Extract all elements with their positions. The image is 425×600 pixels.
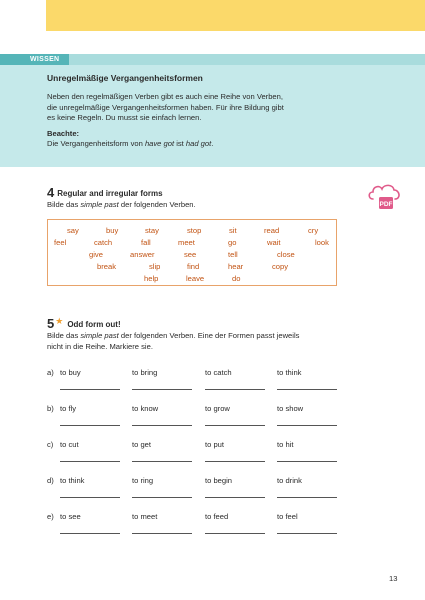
task-row-a [47, 368, 367, 398]
note-had-got: had got [185, 139, 212, 148]
answer-line[interactable] [205, 533, 265, 534]
row-letter: b) [47, 404, 54, 413]
answer-line[interactable] [277, 497, 337, 498]
answer-line[interactable] [205, 461, 265, 462]
exercise-5-title-text: Odd form out! [67, 320, 121, 329]
word-item: tell [228, 250, 238, 259]
wissen-title: Unregelmäßige Vergangenheitsformen [47, 73, 203, 83]
verb-option: to feed [205, 512, 229, 521]
word-item: read [264, 226, 280, 235]
answer-line[interactable] [60, 389, 120, 390]
answer-line[interactable] [60, 497, 120, 498]
note-mid: ist [174, 139, 186, 148]
word-item: fall [141, 238, 151, 247]
exercise-4-title [47, 185, 163, 200]
exercise-4-title-text: Regular and irregular forms [57, 189, 163, 198]
task-row-c [47, 440, 367, 470]
word-item: stay [145, 226, 159, 235]
answer-line[interactable] [60, 533, 120, 534]
wissen-line-3: es keine Regeln. Du musst sie einfach lernen. [47, 113, 202, 122]
note-pre: Die Vergangenheitsform von [47, 139, 145, 148]
word-item: wait [267, 238, 281, 247]
verb-option: to get [132, 440, 151, 449]
word-item: meet [178, 238, 195, 247]
note-have-got: have got [144, 139, 175, 148]
word-item: go [228, 238, 237, 247]
ex5-inst-em: simple past [80, 331, 119, 340]
note-title: Beachte: [47, 128, 80, 138]
word-item: see [184, 250, 197, 259]
page-number: 13 [389, 574, 398, 583]
wissen-info-box [0, 65, 425, 167]
word-item: break [97, 262, 116, 271]
header-color-band [46, 0, 425, 31]
ex4-inst-em: simple past [80, 200, 119, 209]
answer-line[interactable] [132, 497, 192, 498]
answer-line[interactable] [205, 497, 265, 498]
answer-line[interactable] [277, 461, 337, 462]
word-item: slip [149, 262, 161, 271]
word-item: hear [228, 262, 244, 271]
word-item: answer [130, 250, 155, 259]
verb-option: to think [277, 368, 302, 377]
verb-option: to meet [132, 512, 158, 521]
note-text [47, 139, 395, 150]
exercise-5-instruction [47, 331, 367, 352]
answer-line[interactable] [132, 425, 192, 426]
word-item: feel [54, 238, 67, 247]
verb-option: to see [60, 512, 81, 521]
task-row-b [47, 404, 367, 434]
exercise-5-title [47, 316, 121, 331]
row-letter: c) [47, 440, 54, 449]
verb-option: to grow [205, 404, 230, 413]
verb-option: to feel [277, 512, 298, 521]
word-item: look [315, 238, 329, 247]
word-item: help [144, 274, 159, 283]
task-row-e [47, 512, 367, 542]
exercise-4-instruction [47, 200, 367, 211]
row-letter: a) [47, 368, 54, 377]
verb-option: to drink [277, 476, 302, 485]
ex5-inst-line-2: nicht in die Reihe. Markiere sie. [47, 341, 153, 351]
verb-option: to show [277, 404, 304, 413]
word-item: close [277, 250, 295, 259]
verb-option: to hit [277, 440, 294, 449]
pdf-label: PDF [379, 201, 393, 208]
ex5-inst-post: der folgenden Verben. Eine der Formen passt jeweils [118, 331, 300, 340]
answer-line[interactable] [205, 389, 265, 390]
answer-line[interactable] [60, 461, 120, 462]
ex5-inst-pre: Bilde das [47, 331, 81, 340]
verb-option: to cut [60, 440, 79, 449]
verb-option: to begin [205, 476, 233, 485]
verb-option: to ring [132, 476, 154, 485]
row-letter: d) [47, 476, 54, 485]
wissen-label: WISSEN [0, 54, 69, 65]
answer-line[interactable] [277, 425, 337, 426]
answer-line[interactable] [277, 533, 337, 534]
word-item: give [89, 250, 103, 259]
word-item: cry [308, 226, 319, 235]
word-item: leave [186, 274, 205, 283]
word-item: do [232, 274, 241, 283]
answer-line[interactable] [132, 389, 192, 390]
answer-line[interactable] [132, 533, 192, 534]
word-item: buy [106, 226, 119, 235]
word-item: catch [94, 238, 113, 247]
verb-option: to put [205, 440, 224, 449]
verb-option: to know [132, 404, 159, 413]
exercise-5-number: 5 [47, 316, 55, 331]
word-item: copy [272, 262, 289, 271]
verb-option: to fly [60, 404, 77, 413]
wissen-line-2: die unregelmäßige Vergangenheitsformen haben. Für ihre Bildung gibt [47, 102, 284, 112]
verb-option: to bring [132, 368, 158, 377]
word-item: say [67, 226, 79, 235]
cloud-pdf-icon[interactable] [367, 181, 403, 211]
star-icon: ★ [55, 316, 64, 326]
task-row-d [47, 476, 367, 506]
wissen-header [0, 54, 425, 65]
verb-option: to think [60, 476, 85, 485]
word-item: stop [187, 226, 202, 235]
answer-line[interactable] [205, 425, 265, 426]
row-letter: e) [47, 512, 54, 521]
answer-line[interactable] [60, 425, 120, 426]
verb-option: to buy [60, 368, 81, 377]
verb-option: to catch [205, 368, 232, 377]
answer-line[interactable] [132, 461, 192, 462]
ex4-inst-post: der folgenden Verben. [118, 200, 196, 209]
exercise-4-number: 4 [47, 185, 55, 200]
note-end: . [211, 139, 214, 148]
answer-line[interactable] [277, 389, 337, 390]
word-box [47, 219, 337, 286]
word-item: sit [229, 226, 237, 235]
wissen-text [47, 92, 395, 124]
wissen-line-1: Neben den regelmäßigen Verben gibt es auch eine Reihe von Verben, [47, 92, 283, 101]
ex4-inst-pre: Bilde das [47, 200, 81, 209]
word-item: find [187, 262, 200, 271]
